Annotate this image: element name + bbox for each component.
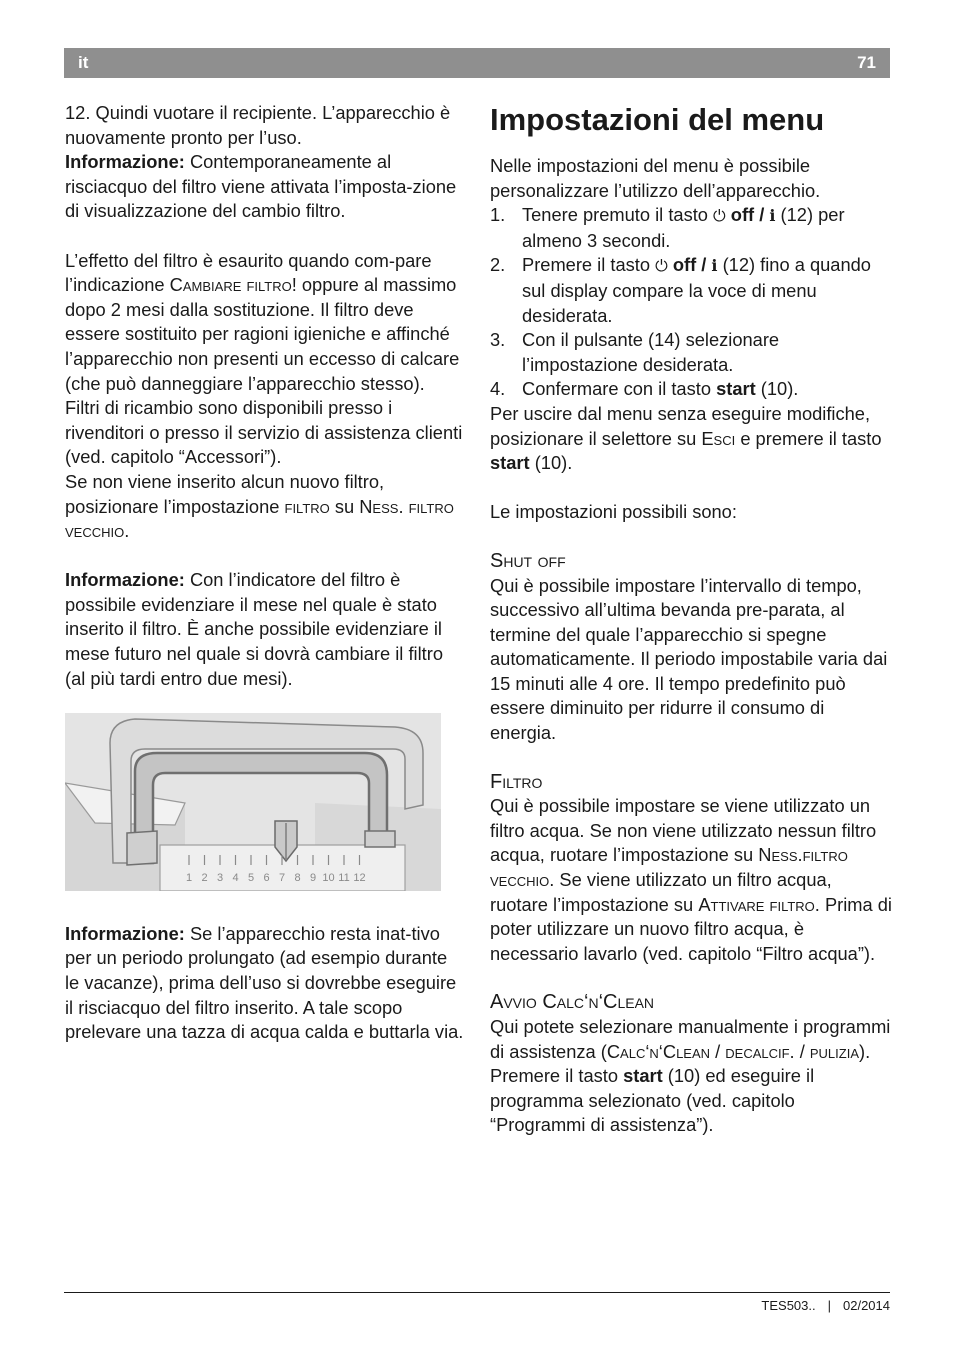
menu-intro: Nelle impostazioni del menu è possibile personalizzare l’utilizzo dell’apparecchio. (490, 155, 821, 201)
calc-n-clean-text (490, 1015, 892, 1138)
text-span: e premere il tasto (735, 427, 882, 449)
setting-value: Calc‘n‘Clean / decalcif. / pulizia (606, 1040, 859, 1062)
list-item (490, 253, 892, 328)
info-paragraph-1 (65, 150, 465, 224)
text-span: (10). (755, 378, 799, 400)
header-bar (64, 48, 890, 78)
text-span: . Prima di poter utilizzare un nuovo filtro acqua, è necessario lavarlo (ved. capitolo “Filtro acqua”). (490, 893, 892, 964)
possible-settings-label: Le impostazioni possibili sono: (490, 501, 737, 523)
text-span: Premere il tasto (522, 254, 656, 276)
filter-exhausted-paragraph (65, 249, 465, 397)
list-item (490, 203, 892, 253)
info-text: Contemporaneamente al risciacquo del filtro viene attivata l’imposta-zione di visualizzazione del cambio filtro. (65, 151, 457, 222)
info-paragraph-2 (65, 568, 465, 691)
text-span: (12) fino a quando sul display compare la voce di menu desiderata. (522, 254, 871, 326)
info-label: Informazione: (65, 151, 185, 173)
text-span: su (329, 495, 360, 517)
no-new-filter-paragraph (65, 470, 465, 544)
scale-month-number: 11 (338, 872, 350, 885)
shut-off-text: Qui è possibile impostare l’intervallo di tempo, successivo all’ultima bevanda pre-parata, al termine del quale l’apparecchio si spegne automaticamente. Il periodo impostabile varia dai 15 minuti alle 4 ore. Il tempo predefinito può essere diminuito per ridurre il consumo di energia. (490, 574, 888, 744)
text-span: Confermare con il tasto (522, 378, 717, 400)
scale-month-number: 1 (185, 872, 193, 885)
setting-value: Esci (701, 427, 736, 449)
info-text: Se l’apparecchio resta inat-tivo per un periodo prolungato (ad esempio durante le vacanze), prima dell’uso si dovrebbe eseguire il risciacquo del filtro inserito. A tale scopo prelevare una tazza di acqua calda e buttarla via. (65, 922, 464, 1043)
step-number: 3. (490, 329, 506, 351)
text-span: L’effetto del filtro è esaurito quando com-pare l’indicazione (65, 249, 432, 296)
info-text: Con l’indicatore del filtro è possibile evidenziare il mese nel quale è stato inserito il filtro. È anche possibile evidenziare il mese futuro nel quale si dovrà cambiare il filtro (al più tardi entro due mesi). (65, 569, 443, 689)
text-span: (12) per almeno 3 secondi. (522, 204, 845, 251)
scale-month-number: 6 (263, 872, 270, 885)
scale-month-number: 4 (232, 872, 239, 885)
scale-month-number: 7 (278, 872, 286, 885)
filtro-text (490, 794, 892, 966)
text-span: Con il pulsante (14) selezionare l’impostazione desiderata. (522, 329, 780, 375)
filter-indicator-illustration (65, 713, 441, 891)
text-span: Qui è possibile impostare se viene utilizzato un filtro acqua. Se non viene utilizzato nessun filtro acqua, ruotare l’impostazione su (490, 795, 877, 866)
scale-month-number: 5 (247, 872, 255, 885)
button-name: start (716, 378, 756, 400)
scale-month-number: 8 (294, 872, 301, 885)
menu-steps-list (490, 203, 892, 402)
display-message: Cambiare filtro! (169, 274, 297, 296)
power-icon: ⏻ (655, 256, 668, 276)
page-number: 71 (857, 53, 876, 72)
list-item (490, 377, 892, 402)
model-number: TES503.. (761, 1298, 816, 1313)
info-icon: i (711, 256, 718, 276)
setting-value: Ness. filtro vecchio (65, 495, 454, 542)
right-column (490, 101, 892, 1138)
list-item (490, 328, 892, 377)
edition-date: 02/2014 (843, 1298, 890, 1313)
info-label: Informazione: (65, 922, 185, 944)
footer (761, 1298, 890, 1313)
scale-month-number: 3 (216, 872, 224, 885)
subsection-title-calc-n-clean: Avvio Calc‘n‘Clean (490, 991, 655, 1014)
info-label: Informazione: (65, 569, 185, 591)
info-icon: i (769, 206, 776, 226)
text-span: . Se viene utilizzato un filtro acqua, ruotare l’impostazione su (490, 869, 832, 915)
scale-month-number: 10 (322, 872, 335, 885)
power-icon: ⏻ (713, 206, 726, 226)
setting-value: Attivare filtro (698, 893, 815, 915)
button-name: off / (667, 254, 712, 276)
text-span: (10). (529, 452, 573, 474)
step-number: 1. (490, 204, 506, 226)
text-span: Tenere premuto il tasto (522, 204, 714, 226)
scale-month-number: 9 (309, 872, 317, 885)
button-name: start (490, 452, 530, 474)
text-span: oppure al massimo dopo 2 mesi dalla sostituzione. Il filtro deve essere sostituito per ragioni igieniche e affinché l’apparecchio non presenti un eccesso di calcare (che può danneggiare l’apparecchio stesso). (65, 274, 460, 394)
text-span: . (124, 520, 130, 542)
subsection-title-filtro: Filtro (490, 770, 543, 793)
text-span: ). Premere il tasto (490, 1040, 871, 1087)
footer-separator: | (827, 1298, 831, 1313)
text-span: Se non viene inserito alcun nuovo filtro, posizionare l’impostazione (65, 470, 385, 517)
setting-name: filtro (284, 495, 330, 517)
exit-menu-paragraph (490, 402, 892, 476)
replacement-filters-paragraph: Filtri di ricambio sono disponibili presso i rivenditori o presso il servizio di assistenza clienti (ved. capitolo “Accessori”). (65, 397, 463, 468)
left-column (65, 101, 465, 1045)
scale-month-number: 12 (353, 872, 366, 885)
section-title: Impostazioni del menu (490, 102, 825, 137)
button-name: off / (725, 204, 770, 226)
footer-divider (64, 1292, 890, 1293)
step-12-text: 12. Quindi vuotare il recipiente. L’apparecchio è nuovamente pronto per l’uso. (65, 102, 451, 148)
button-name: start (623, 1065, 663, 1087)
text-span: Qui potete selezionare manualmente i programmi di assistenza ( (490, 1016, 891, 1062)
step-number: 4. (490, 378, 506, 400)
language-label: it (78, 53, 89, 72)
step-number: 2. (490, 254, 506, 276)
scale-month-number: 2 (201, 872, 208, 885)
text-span: Per uscire dal menu senza eseguire modifiche, posizionare il selettore su (490, 402, 871, 449)
text-span: (10) ed eseguire il programma selezionato (ved. capitolo “Programmi di assistenza”). (490, 1065, 815, 1136)
subsection-title-shut-off: Shut off (490, 549, 566, 572)
info-paragraph-3 (65, 922, 465, 1045)
setting-value: Ness.filtro vecchio (490, 844, 848, 891)
